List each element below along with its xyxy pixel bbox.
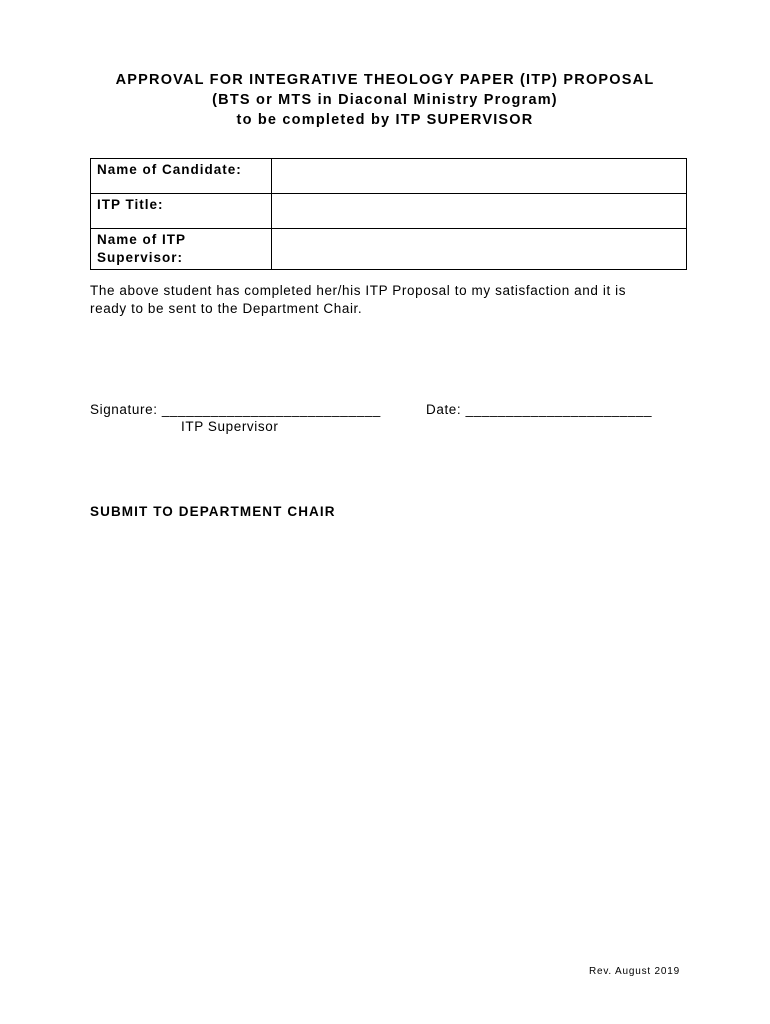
submit-instruction: SUBMIT TO DEPARTMENT CHAIR (90, 504, 336, 519)
itp-title-value[interactable] (278, 196, 680, 226)
revision-note: Rev. August 2019 (588, 966, 680, 977)
candidate-name-label: Name of Candidate: (91, 159, 272, 194)
document-title (0, 70, 770, 130)
table-row (91, 194, 687, 229)
table-row (91, 229, 687, 270)
supervisor-label-line-2: Supervisor: (97, 250, 184, 265)
title-line-3: to be completed by ITP SUPERVISOR (236, 112, 534, 128)
supervisor-name-label (91, 229, 272, 270)
supervisor-label-line-1: Name of ITP (97, 232, 187, 247)
statement-line-1: The above student has completed her/his ITP Proposal to my satisfaction and it is (90, 283, 627, 298)
itp-title-label: ITP Title: (91, 194, 272, 229)
candidate-name-value[interactable] (278, 161, 680, 191)
approval-statement (90, 282, 690, 318)
itp-title-field[interactable] (271, 194, 686, 229)
supervisor-name-field[interactable] (271, 229, 686, 270)
candidate-info-table (90, 158, 687, 270)
table-row (91, 159, 687, 194)
title-line-2: (BTS or MTS in Diaconal Ministry Program) (212, 92, 558, 108)
supervisor-name-value[interactable] (278, 231, 680, 267)
statement-line-2: ready to be sent to the Department Chair. (90, 301, 363, 316)
signature-line[interactable]: Signature: ___________________________ (90, 402, 381, 417)
candidate-name-field[interactable] (271, 159, 686, 194)
signature-caption: ITP Supervisor (181, 419, 279, 434)
date-line[interactable]: Date: _______________________ (426, 402, 653, 417)
title-line-1: APPROVAL FOR INTEGRATIVE THEOLOGY PAPER (ITP) PROPOSAL (115, 72, 655, 88)
